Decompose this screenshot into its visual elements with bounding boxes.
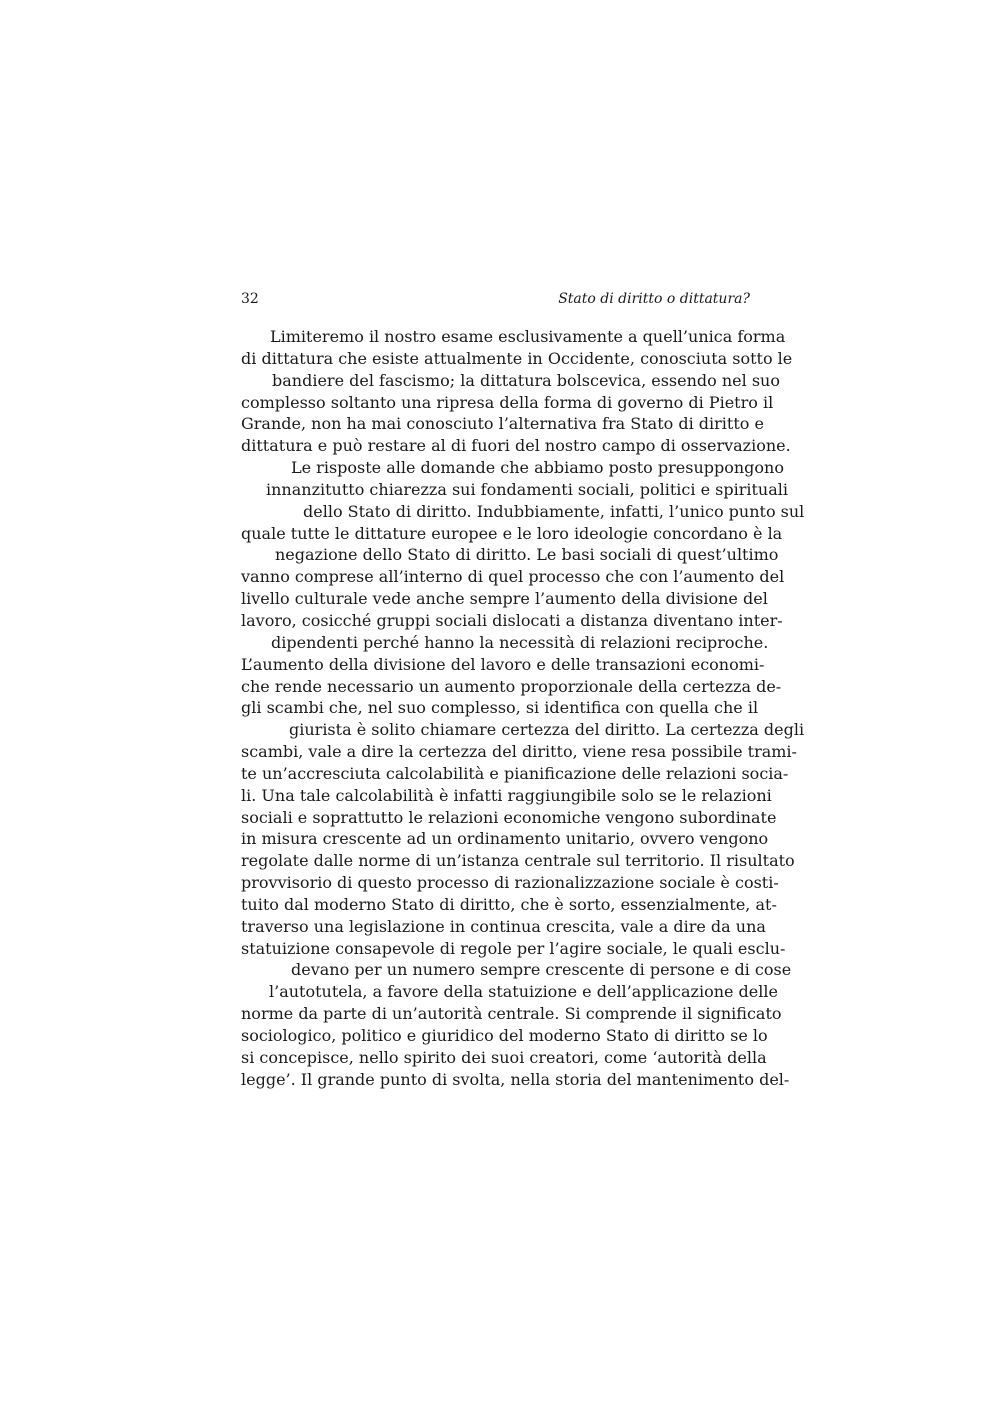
text-line: lavoro, cosicché gruppi sociali dislocati a distanza diventano inter- (241, 610, 783, 630)
text-line: innanzitutto chiarezza sui fondamenti sociali, politici e spirituali (266, 479, 788, 499)
text-line: traverso una legislazione in continua crescita, vale a dire da una (241, 916, 766, 936)
text-line: tuito dal moderno Stato di diritto, che è sorto, essenzialmente, at- (241, 894, 777, 914)
text-line: giurista è solito chiamare certezza del diritto. La certezza degli (289, 720, 805, 740)
text-line: gli scambi che, nel suo complesso, si identifica con quella che il (241, 698, 759, 718)
text-line: scambi, vale a dire la certezza del diritto, viene resa possibile trami- (241, 742, 797, 762)
text-line: livello culturale vede anche sempre l’aumento della divisione del (241, 589, 768, 609)
text-line: te un’accresciuta calcolabilità e pianificazione delle relazioni socia- (241, 763, 789, 783)
text-line: che rende necessario un aumento proporzionale della certezza de- (241, 676, 782, 696)
text-line: dipendenti perché hanno la necessità di relazioni reciproche. (271, 632, 769, 652)
text-line: quale tutte le dittature europee e le loro ideologie concordano è la (241, 523, 783, 543)
text-line: provvisorio di questo processo di razionalizzazione sociale è costi- (241, 873, 779, 893)
text-line: devano per un numero sempre crescente di persone e di cose (291, 960, 792, 980)
text-line: sociali e soprattutto le relazioni economiche vengono subordinate (241, 807, 777, 827)
text-line: negazione dello Stato di diritto. Le basi sociali di quest’ultimo (275, 545, 779, 565)
text-line: norme da parte di un’autorità centrale. Si comprende il significato (241, 1004, 782, 1024)
page-number: 32 (241, 291, 259, 307)
text-line: bandiere del fascismo; la dittatura bolscevica, essendo nel suo (272, 370, 780, 390)
running-head (241, 289, 750, 309)
text-line: li. Una tale calcolabilità è infatti raggiungibile solo se le relazioni (241, 785, 772, 805)
text-line: sociologico, politico e giuridico del moderno Stato di diritto se lo (241, 1026, 768, 1045)
text-line: statuizione consapevole di regole per l’agire sociale, le quali esclu- (241, 938, 786, 958)
text-line: Limiteremo il nostro esame esclusivamente a quell’unica forma (270, 327, 786, 346)
text-line: dittatura e può restare al di fuori del nostro campo di osservazione. (241, 436, 791, 456)
text-line: Le risposte alle domande che abbiamo posto presuppongono (291, 458, 784, 478)
text-line: legge’. Il grande punto di svolta, nella storia del mantenimento del- (241, 1069, 790, 1089)
running-title: Stato di diritto o dittatura? (558, 291, 750, 307)
text-line: in misura crescente ad un ordinamento unitario, ovvero vengono (241, 829, 769, 849)
text-line: si concepisce, nello spirito dei suoi creatori, come ‘autorità della (241, 1047, 767, 1067)
text-line: l’autotutela, a favore della statuizione e dell’applicazione delle (269, 982, 778, 1002)
text-line: regolate dalle norme di un’istanza centrale sul territorio. Il risultato (241, 851, 795, 871)
text-line: vanno comprese all’interno di quel processo che con l’aumento del (241, 567, 785, 587)
text-line: Grande, non ha mai conosciuto l’alternativa fra Stato di diritto e (241, 414, 764, 434)
body-text (241, 326, 805, 1091)
text-line: dello Stato di diritto. Indubbiamente, infatti, l’unico punto sul (303, 501, 805, 521)
text-line: L’aumento della divisione del lavoro e delle transazioni economi- (241, 654, 765, 674)
text-line: complesso soltanto una ripresa della forma di governo di Pietro il (241, 392, 774, 412)
text-line: di dittatura che esiste attualmente in Occidente, conosciuta sotto le (241, 348, 793, 368)
